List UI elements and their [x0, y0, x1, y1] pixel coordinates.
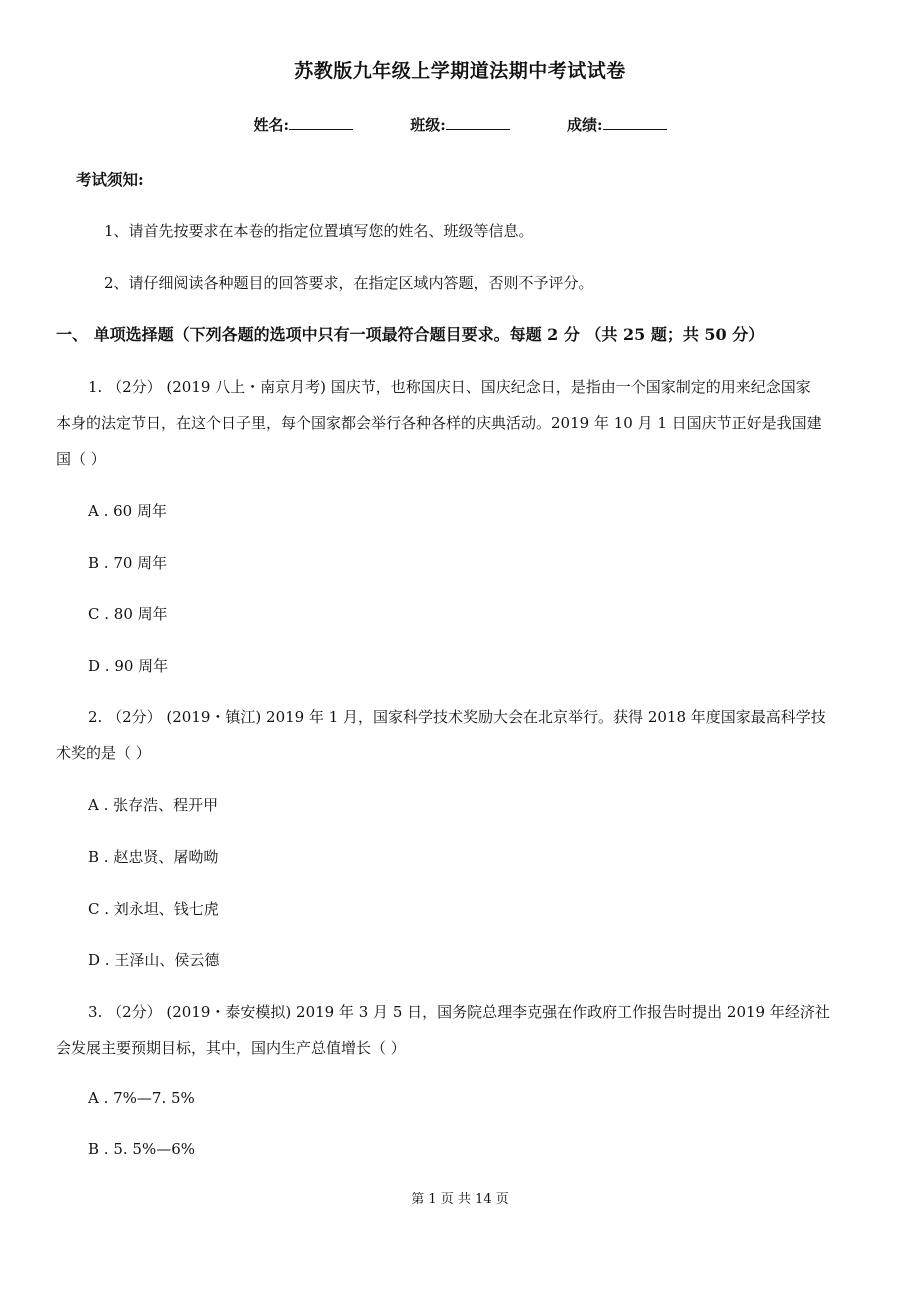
question-3-option-a[interactable]: A . 7%—7. 5%: [88, 1089, 195, 1107]
question-2-option-d[interactable]: D . 王泽山、侯云德: [88, 951, 220, 969]
page-footer: 第 1 页 共 14 页: [411, 1192, 509, 1207]
class-label: 班级:: [410, 116, 446, 134]
notice-title: 考试须知:: [76, 170, 144, 189]
question-3-option-b[interactable]: B . 5. 5%—6%: [88, 1140, 195, 1158]
question-3-text: 会发展主要预期目标，其中，国内生产总值增长（ ）: [56, 1039, 406, 1057]
question-1-text: 本身的法定节日，在这个日子里，每个国家都会举行各种各样的庆典活动。2019 年 10 月 1 日国庆节正好是我国建: [56, 414, 822, 432]
question-1-option-b[interactable]: B . 70 周年: [88, 554, 168, 572]
question-1-option-a[interactable]: A . 60 周年: [88, 502, 167, 520]
question-2-option-a[interactable]: A . 张存浩、程开甲: [88, 796, 219, 814]
score-label: 成绩:: [567, 116, 603, 134]
question-3-text: 3. （2分） (2019・泰安模拟) 2019 年 3 月 5 日，国务院总理李克强在作政府工作报告时提出 2019 年经济社: [88, 1003, 830, 1021]
score-field[interactable]: [567, 114, 667, 135]
name-blank[interactable]: [289, 117, 353, 130]
name-label: 姓名:: [253, 116, 289, 134]
score-blank[interactable]: [603, 117, 667, 130]
class-blank[interactable]: [446, 117, 510, 130]
question-2-text: 2. （2分） (2019・镇江) 2019 年 1 月，国家科学技术奖励大会在北京举行。获得 2018 年度国家最高科学技: [88, 708, 826, 726]
section-title: 一、 单项选择题（下列各题的选项中只有一项最符合题目要求。每题 2 分 （共 25 题；共 50 分）: [56, 325, 765, 344]
question-1-option-d[interactable]: D . 90 周年: [88, 657, 169, 675]
question-2-option-b[interactable]: B . 赵忠贤、屠呦呦: [88, 848, 219, 866]
page-title: 苏教版九年级上学期道法期中考试试卷: [294, 60, 626, 82]
question-1-text: 1. （2分） (2019 八上・南京月考) 国庆节，也称国庆日、国庆纪念日，是指由一个国家制定的用来纪念国家: [88, 378, 811, 396]
notice-item: 2、请仔细阅读各种题目的回答要求，在指定区域内答题，否则不予评分。: [104, 274, 594, 292]
question-2-option-c[interactable]: C . 刘永坦、钱七虎: [88, 900, 219, 918]
question-1-option-c[interactable]: C . 80 周年: [88, 605, 168, 623]
notice-item: 1、请首先按要求在本卷的指定位置填写您的姓名、班级等信息。: [104, 222, 534, 240]
class-field[interactable]: [410, 114, 510, 135]
student-info-row: [0, 114, 920, 135]
question-1-text: 国（ ）: [56, 450, 106, 468]
question-2-text: 术奖的是（ ）: [56, 744, 151, 762]
name-field[interactable]: [253, 114, 353, 135]
